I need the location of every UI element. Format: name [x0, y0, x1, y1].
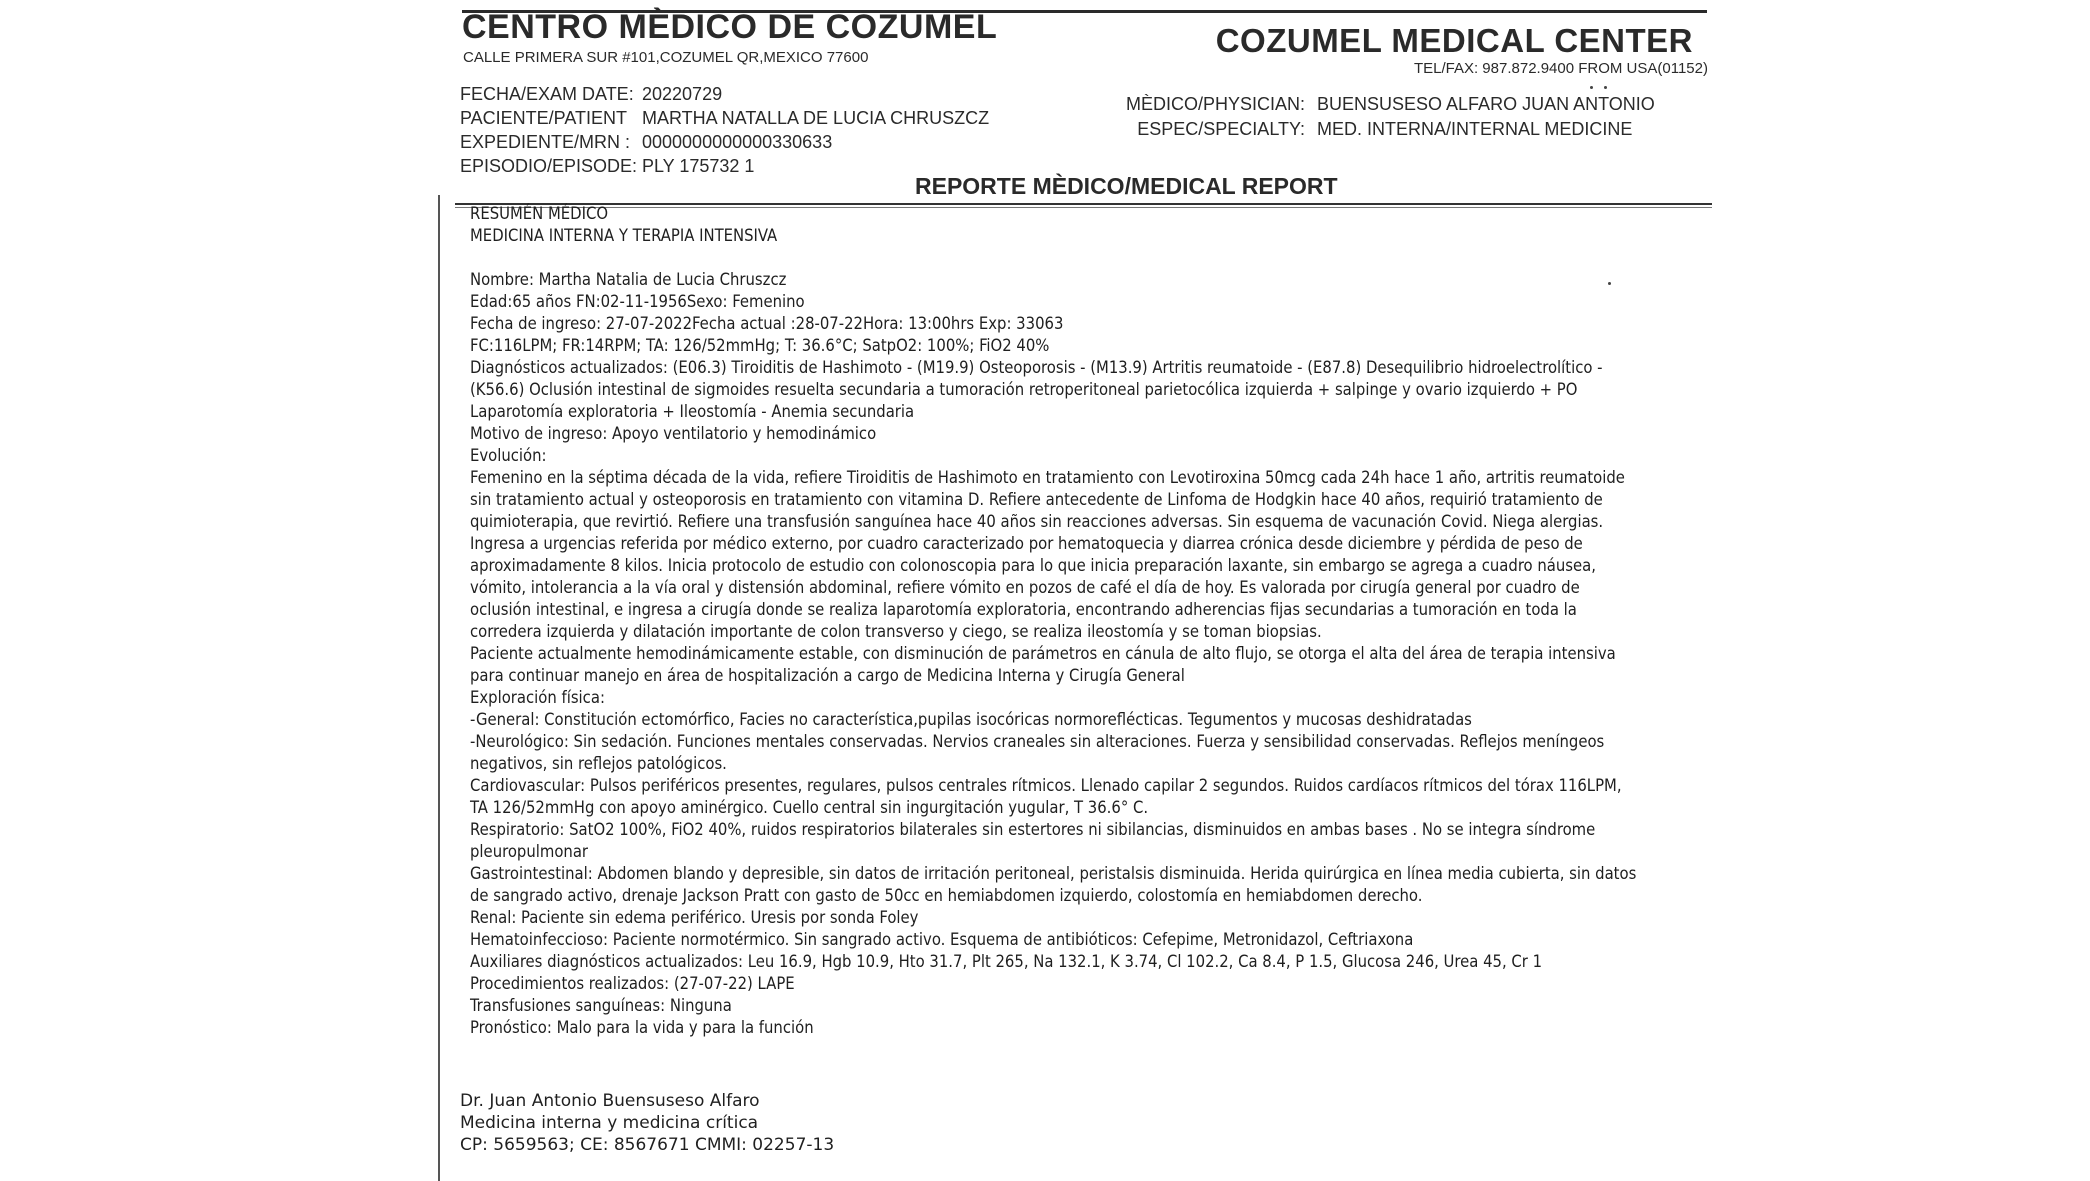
report-body-line: -General: Constitución ectomórfico, Facies no característica,pupilas isocóricas normorefléctic​as. Tegumentos y mucosas deshidratadas: [470, 710, 1472, 729]
scan-speck: [1608, 282, 1611, 285]
physician-label: MÈDICO/PHYSICIAN:: [1125, 94, 1305, 114]
report-body-line: pleuropulmonar: [470, 842, 589, 861]
signature-block: [460, 1090, 834, 1156]
report-title: REPORTE MÈDICO/MEDICAL REPORT: [915, 173, 1338, 199]
scan-speck: [1590, 86, 1593, 89]
report-body-line: aproximadamente 8 kilos. Inicia protocolo de estudio con colonoscopia para lo que inicia preparación laxante, sin embargo se agrega a cuadro náusea,: [470, 556, 1596, 575]
patient-meta: [460, 82, 989, 178]
center-address: CALLE PRIMERA SUR #101,COZUMEL QR,MEXICO 77600: [463, 49, 869, 66]
report-body-line: MEDICINA INTERNA Y TERAPIA INTENSIVA: [470, 226, 778, 245]
page-left-edge: [438, 195, 440, 1181]
report-body-line: Edad:65 años FN:02-11-1956Sexo: Femenino: [470, 292, 805, 311]
center-telfax: TEL/FAX: 987.872.9400 FROM USA(01152): [1413, 60, 1708, 77]
physician-row: [1112, 92, 1655, 117]
report-body-line: TA 126/52mmHg con apoyo aminérgico. Cuello central sin ingurgitación yugular, T 36.6° C.: [470, 798, 1149, 817]
physician-meta: [1112, 92, 1655, 142]
report-body-line: Nombre: Martha Natalia de Lucia Chruszcz: [470, 270, 787, 289]
report-body-line: negativos, sin reflejos patológicos.: [470, 754, 727, 773]
report-body-line: Femenino en la séptima década de la vida, refiere Tiroiditis de Hashimoto en tratamiento con Levotiroxina 50mcg cada 24h hace 1 año, artritis reumatoide: [470, 468, 1625, 487]
report-body-line: Paciente actualmente hemodinámicamente estable, con disminución de parámetros en cánula de alto flujo, se otorga el alta del área de terapia intensiva: [470, 644, 1616, 663]
episode-value: PLY 175732 1: [642, 156, 755, 176]
specialty-row: [1112, 117, 1655, 142]
physician-value: BUENSUSESO ALFARO JUAN ANTONIO: [1317, 94, 1655, 114]
report-body-line: oclusión intestinal, e ingresa a cirugía donde se realiza laparotomía exploratoria, encontrando adherencias fijas secundarias a tumoración en toda la: [470, 600, 1577, 619]
report-body-line: Auxiliares diagnósticos actualizados: Leu 16.9, Hgb 10.9, Hto 31.7, Plt 265, Na 132.1, K 3.74, Cl 102.2, Ca 8.4, P 1.5, Glucosa 246, Urea 45, Cr 1: [470, 952, 1543, 971]
report-body-line: Hematoinfeccioso: Paciente normotérmico. Sin sangrado activo. Esquema de antibióticos: Cefepime, Metronidazol, Ceftriaxona: [470, 930, 1414, 949]
report-body-line: corredera izquierda y dilatación importante de colon transverso y ciego, se realiza ileostomía y se toman biopsias.: [470, 622, 1322, 641]
specialty-label: ESPEC/SPECIALTY:: [1137, 119, 1305, 139]
report-body-line: Transfusiones sanguíneas: Ninguna: [470, 996, 732, 1015]
episode-label: EPISODIO/EPISODE:: [460, 156, 638, 176]
report-body-line: (K56.6) Oclusión intestinal de sigmoides resuelta secundaria a tumoración retroperitoneal parietocólica izquierda + salpinge y ovario izquierdo + PO: [470, 380, 1578, 399]
report-body-line: FC:116LPM; FR:14RPM; TA: 126/52mmHg; T: 36.6°C; SatpO2: 100%; FiO2 40%: [470, 336, 1050, 355]
report-body-line: Diagnósticos actualizados: (E06.3) Tiroiditis de Hashimoto - (M19.9) Osteoporosis - (M13.9) Artritis reumatoide - (E87.8) Desequilibrio hidroelectrolítico -: [470, 358, 1603, 377]
report-body-line: para continuar manejo en área de hospitalización a cargo de Medicina Interna y Cirugía General: [470, 666, 1185, 685]
mrn-value: 0000000000000330633: [642, 132, 833, 152]
specialty-value: MED. INTERNA/INTERNAL MEDICINE: [1317, 119, 1633, 139]
report-body: [470, 203, 1695, 1039]
report-body-line: Renal: Paciente sin edema periférico. Uresis por sonda Foley: [470, 908, 919, 927]
report-body-line: Exploración física:: [470, 688, 605, 707]
center-name-spanish: CENTRO MÈDICO DE COZUMEL: [462, 8, 998, 46]
signature-specialty: Medicina interna y medicina crítica: [460, 1113, 759, 1133]
report-body-line: -Neurológico: Sin sedación. Funciones mentales conservadas. Nervios craneales sin alteraciones. Fuerza y sensibilidad conservadas. Reflejos meníngeos: [470, 732, 1605, 751]
mrn-row: [460, 130, 989, 154]
report-body-line: RESUMÉN MÉDICO: [470, 204, 609, 223]
report-body-line: quimioterapia, que revirtió. Refiere una transfusión sanguínea hace 40 años sin reacciones adversas. Sin esquema de vacunación Covid. Niega alergias.: [470, 512, 1604, 531]
report-body-line: Procedimientos realizados: (27-07-22) LAPE: [470, 974, 795, 993]
exam-date-label: FECHA/EXAM DATE:: [460, 84, 634, 104]
report-body-line: Respiratorio: SatO2 100%, FiO2 40%, ruidos respiratorios bilaterales sin estertores ni sibilancias, disminuidos en ambas bases . No se integra síndrome: [470, 820, 1596, 839]
episode-row: [460, 154, 989, 178]
report-body-line: Evolución:: [470, 446, 547, 465]
patient-label: PACIENTE/PATIENT: [460, 108, 628, 128]
mrn-label: EXPEDIENTE/MRN :: [460, 132, 631, 152]
report-body-line: [470, 247, 1695, 269]
signature-licenses: CP: 5659563; CE: 8567671 CMMI: 02257-13: [460, 1135, 835, 1155]
scan-speck: [1604, 86, 1607, 89]
center-name-english: COZUMEL MEDICAL CENTER: [1215, 22, 1693, 59]
report-body-line: Ingresa a urgencias referida por médico externo, por cuadro caracterizado por hematoquecia y diarrea crónica desde diciembre y pérdida de peso de: [470, 534, 1583, 553]
exam-date-value: 20220729: [642, 84, 723, 104]
report-body-line: vómito, intolerancia a la vía oral y distensión abdominal, refiere vómito en pozos de café el día de hoy. Es valorada por cirugía general por cuadro de: [470, 578, 1580, 597]
report-body-line: Pronóstico: Malo para la vida y para la función: [470, 1018, 814, 1037]
patient-row: [460, 106, 989, 130]
report-body-line: de sangrado activo, drenaje Jackson Pratt con gasto de 50cc en hemiabdomen izquierdo, colostomía en hemiabdomen derecho.: [470, 886, 1423, 905]
report-body-line: Fecha de ingreso: 27-07-2022Fecha actual :28-07-22Hora: 13:00hrs Exp: 33063: [470, 314, 1064, 333]
report-body-line: Cardiovascular: Pulsos periféricos presentes, regulares, pulsos centrales rítmicos. Llenado capilar 2 segundos. Ruidos cardíacos rítmicos del tórax 116LPM,: [470, 776, 1622, 795]
report-body-line: Motivo de ingreso: Apoyo ventilatorio y hemodinámico: [470, 424, 877, 443]
report-body-line: sin tratamiento actual y osteoporosis en tratamiento con vitamina D. Refiere antecedente de Linfoma de Hodgkin hace 40 años, requirió tratamiento de: [470, 490, 1603, 509]
report-body-line: Laparotomía exploratoria + Ileostomía - Anemia secundaria: [470, 402, 915, 421]
signature-name: Dr. Juan Antonio Buensuseso Alfaro: [460, 1091, 760, 1111]
patient-value: MARTHA NATALLA DE LUCIA CHRUSZCZ: [642, 108, 990, 128]
exam-date-row: [460, 82, 989, 106]
report-body-line: Gastrointestinal: Abdomen blando y depresible, sin datos de irritación peritoneal, peristalsis disminuida. Herida quirúrgica en línea media cubierta, sin datos: [470, 864, 1637, 883]
